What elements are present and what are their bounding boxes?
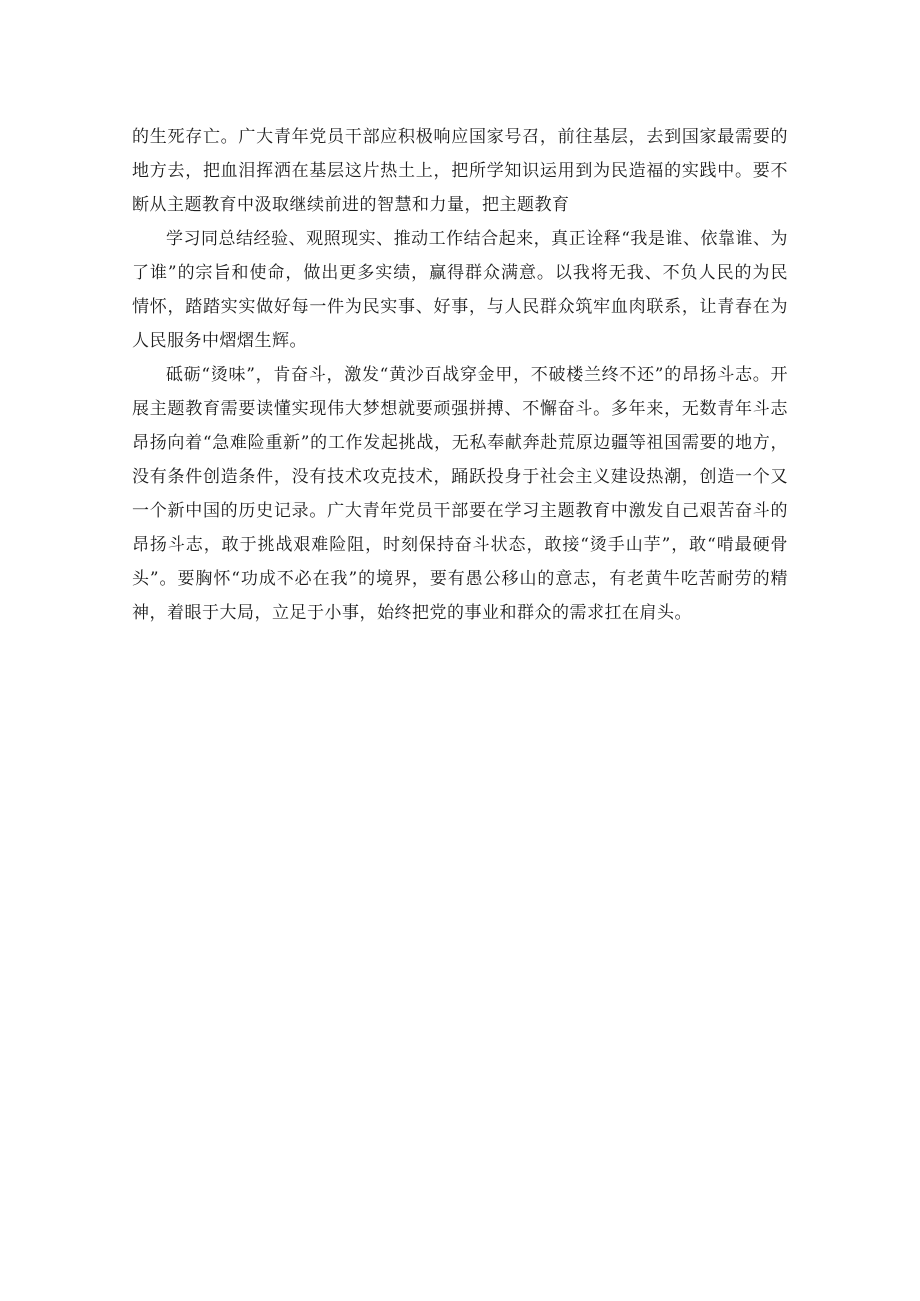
document-body <box>132 120 788 630</box>
paragraph-3: 砥砺“烫味”，肯奋斗，激发“黄沙百战穿金甲，不破楼兰终不还”的昂扬斗志。开展主题教育需要读懂实现伟大梦想就要顽强拼搏、不懈奋斗。多年来，无数青年斗志昂扬向着“急难险重新”的工作发起挑战，无私奉献奔赴荒原边疆等祖国需要的地方，没有条件创造条件，没有技术攻克技术，踊跃投身于社会主义建设热潮，创造一个又一个新中国的历史记录。广大青年党员干部要在学习主题教育中激发自己艰苦奋斗的昂扬斗志，敢于挑战艰难险阻，时刻保持奋斗状态，敢接“烫手山芋”，敢“啃最硬骨头”。要胸怀“功成不必在我”的境界，要有愚公移山的意志，有老黄牛吃苦耐劳的精神，着眼于大局，立足于小事，始终把党的事业和群众的需求扛在肩头。 <box>132 365 788 623</box>
paragraph-2: 学习同总结经验、观照现实、推动工作结合起来，真正诠释“我是谁、依靠谁、为了谁”的宗旨和使命，做出更多实绩，赢得群众满意。以我将无我、不负人民的为民情怀，踏踏实实做好每一件为民实事、好事，与人民群众筑牢血肉联系，让青春在为人民服务中熠熠生辉。 <box>132 229 788 351</box>
paragraph-1: 的生死存亡。广大青年党员干部应积极响应国家号召，前往基层，去到国家最需要的地方去，把血泪挥洒在基层这片热土上，把所学知识运用到为民造福的实践中。要不断从主题教育中汲取继续前进的智慧和力量，把主题教育 <box>132 127 788 215</box>
